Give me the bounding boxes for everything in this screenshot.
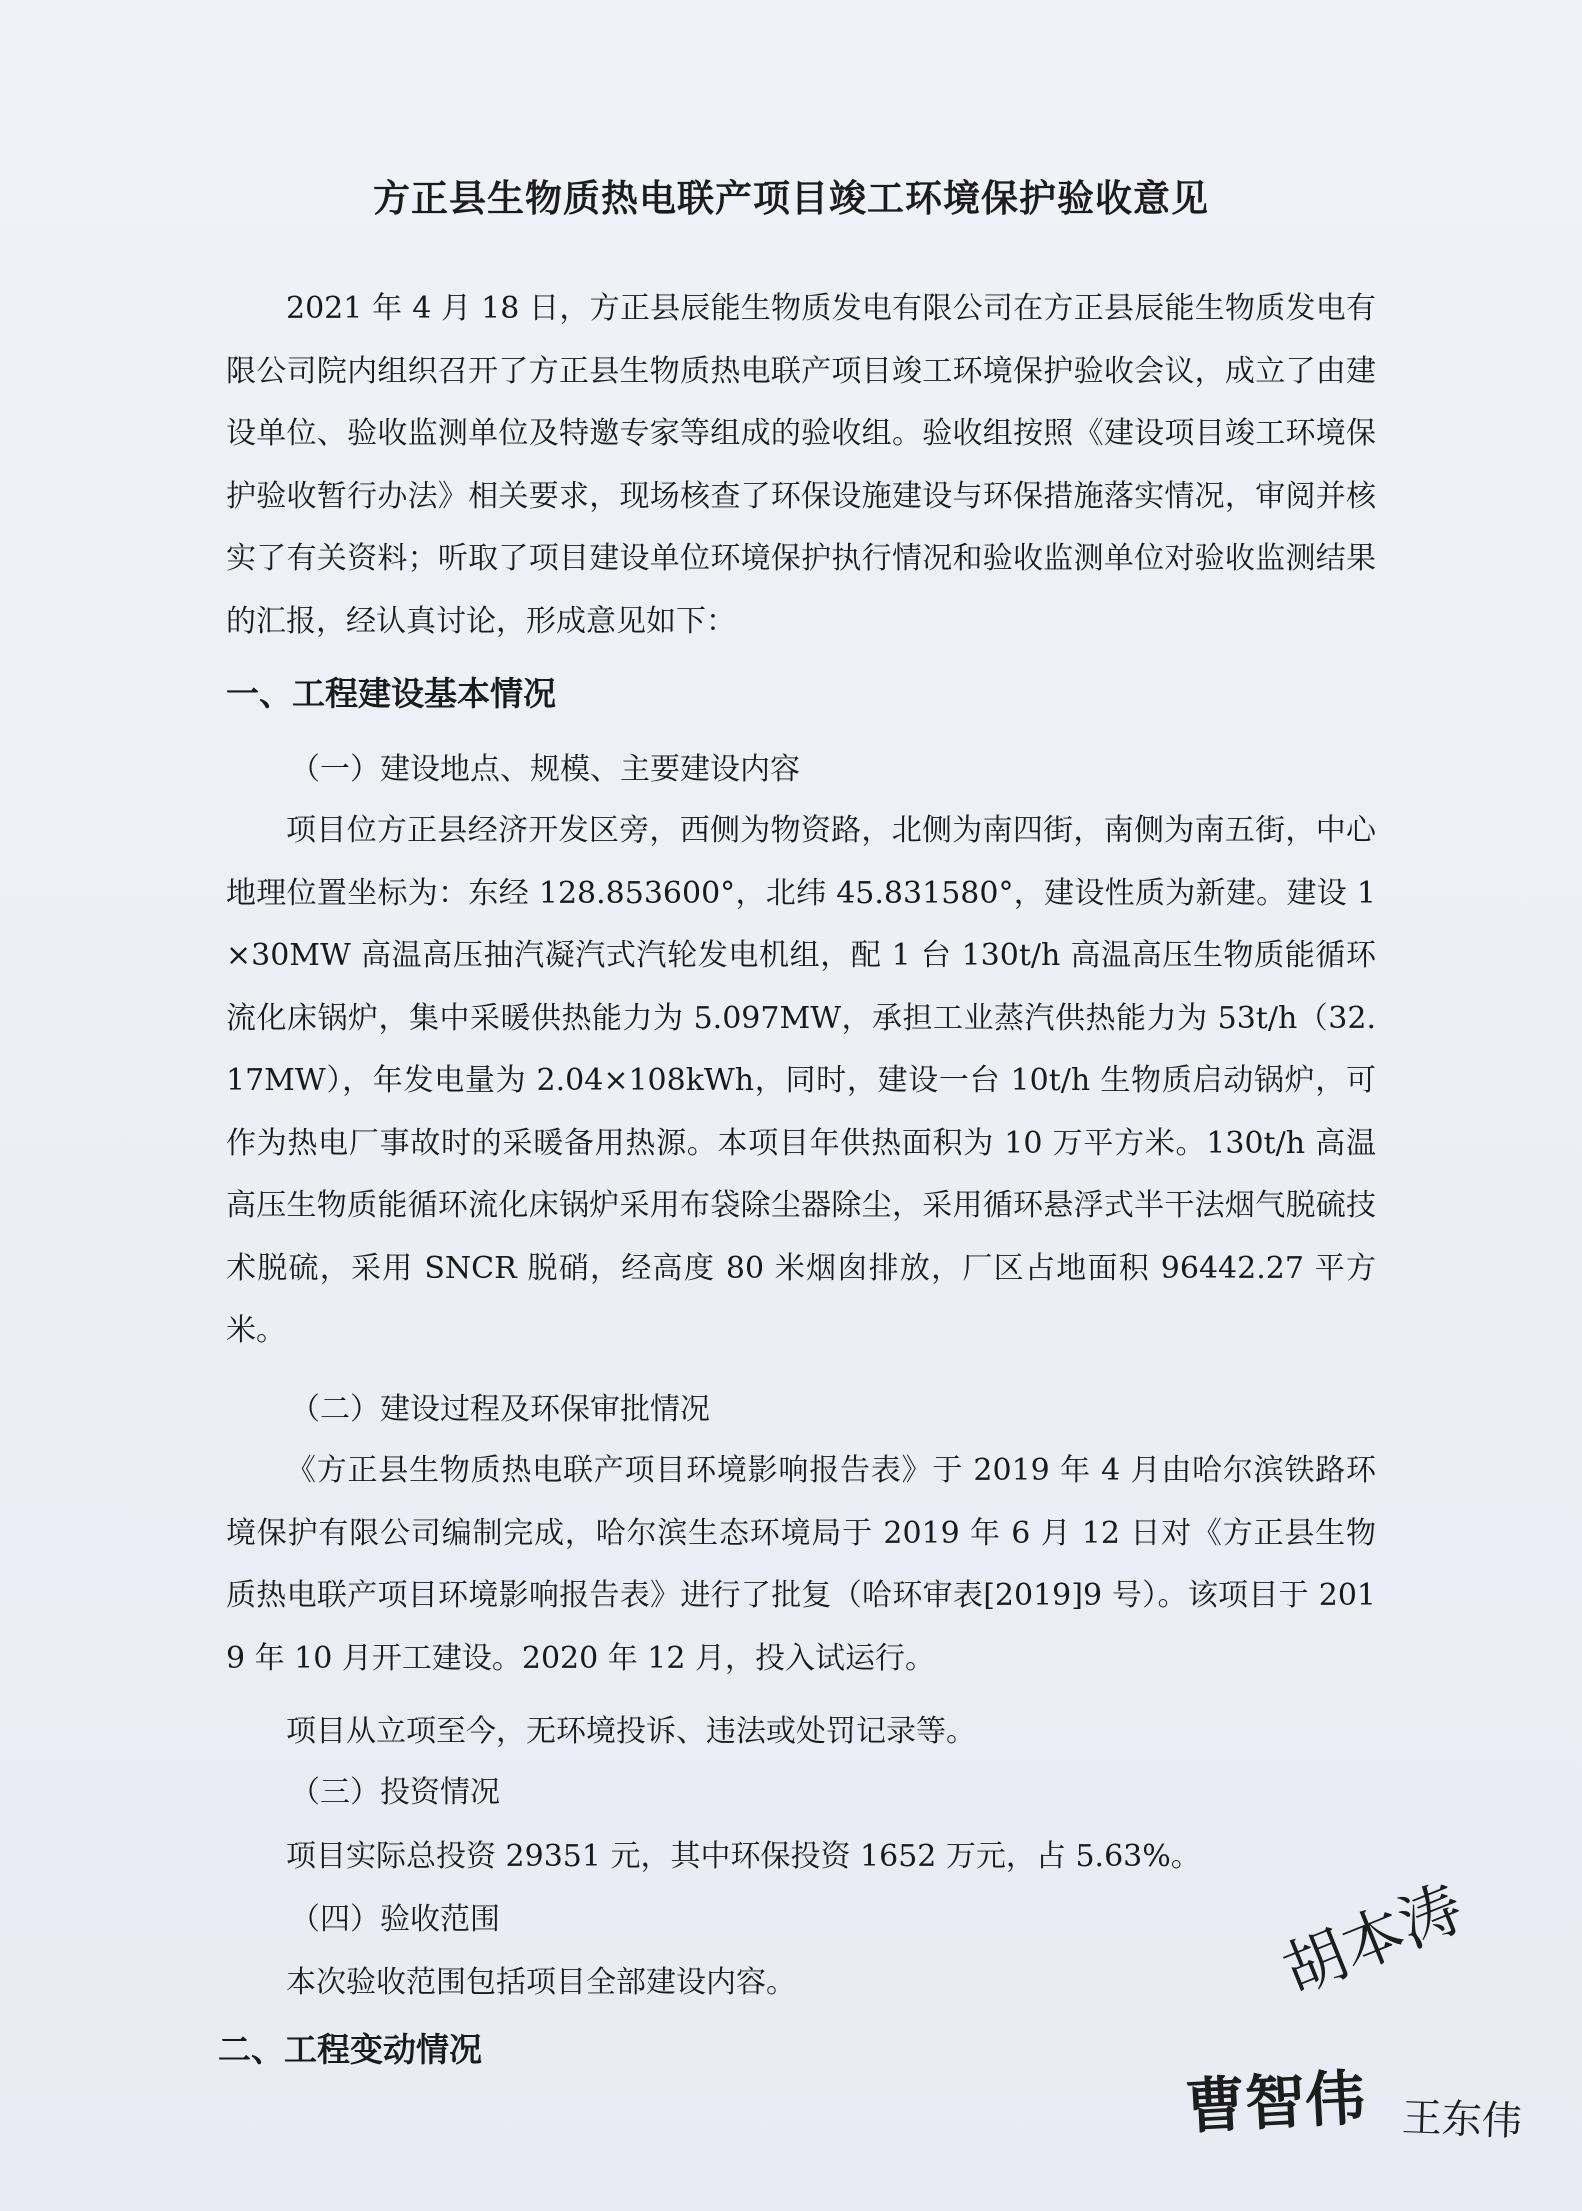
section-1-3-heading: （三）投资情况 [290,1775,500,1810]
section-1-2-paragraph: 《方正县生物质热电联产项目环境影响报告表》于 2019 年 4 月由哈尔滨铁路环境保护有限公司编制完成，哈尔滨生态环境局于 2019 年 6 月 12 日对《方正县生物质热电联产项目环境影响报告表》进行了批复（哈环审表[2019]9 号）。该项目于 2019 年 10 月开工建设。2020 年 12 月，投入试运行。 [226,1453,1376,1676]
signature-1: 胡本涛 [1273,1870,1474,2008]
signature-2: 曹智伟 [1183,2063,1367,2143]
intro-block [226,278,1376,653]
section-1-4-heading: （四）验收范围 [290,1902,500,1937]
section-1-2-heading: （二）建设过程及环保审批情况 [290,1392,710,1427]
document-title: 方正县生物质热电联产项目竣工环境保护验收意见 [373,176,1209,220]
signature-3: 王东伟 [1401,2094,1523,2146]
section-2-heading: 二、工程变动情况 [218,2030,482,2069]
section-1-1-block [226,800,1376,1363]
section-1-4-scope-line: 本次验收范围包括项目全部建设内容。 [286,1965,796,2000]
section-1-heading: 一、工程建设基本情况 [226,674,556,713]
section-1-1-paragraph: 项目位方正县经济开发区旁，西侧为物资路，北侧为南四街，南侧为南五街，中心地理位置坐标为：东经 128.853600°，北纬 45.831580°，建设性质为新建。建设 1×30MW 高温高压抽汽凝汽式汽轮发电机组，配 1 台 130t/h 高温高压生物质能循环流化床锅炉，集中采暖供热能力为 5.097MW，承担工业蒸汽供热能力为 53t/h（32.17MW），年发电量为 2.04×108kWh，同时，建设一台 10t/h 生物质启动锅炉，可作为热电厂事故时的采暖备用热源。本项目年供热面积为 10 万平方米。130t/h 高温高压生物质能循环流化床锅炉采用布袋除尘器除尘，采用循环悬浮式半干法烟气脱硫技术脱硫，采用 SNCR 脱硝，经高度 80 米烟囱排放，厂区占地面积 96442.27 平方米。 [226,813,1376,1348]
section-1-3-investment-line: 项目实际总投资 29351 元，其中环保投资 1652 万元，占 5.63%。 [286,1839,1201,1874]
intro-paragraph: 2021 年 4 月 18 日，方正县辰能生物质发电有限公司在方正县辰能生物质发电有限公司院内组织召开了方正县生物质热电联产项目竣工环境保护验收会议，成立了由建设单位、验收监测单位及特邀专家等组成的验收组。验收组按照《建设项目竣工环境保护验收暂行办法》相关要求，现场核查了环保设施建设与环保措施落实情况，审阅并核实了有关资料；听取了项目建设单位环境保护执行情况和验收监测单位对验收监测结果的汇报，经认真讨论，形成意见如下： [226,291,1376,639]
section-1-2-record-line: 项目从立项至今，无环境投诉、违法或处罚记录等。 [286,1714,976,1749]
section-1-1-heading: （一）建设地点、规模、主要建设内容 [290,752,800,787]
section-1-2-block [226,1440,1376,1690]
